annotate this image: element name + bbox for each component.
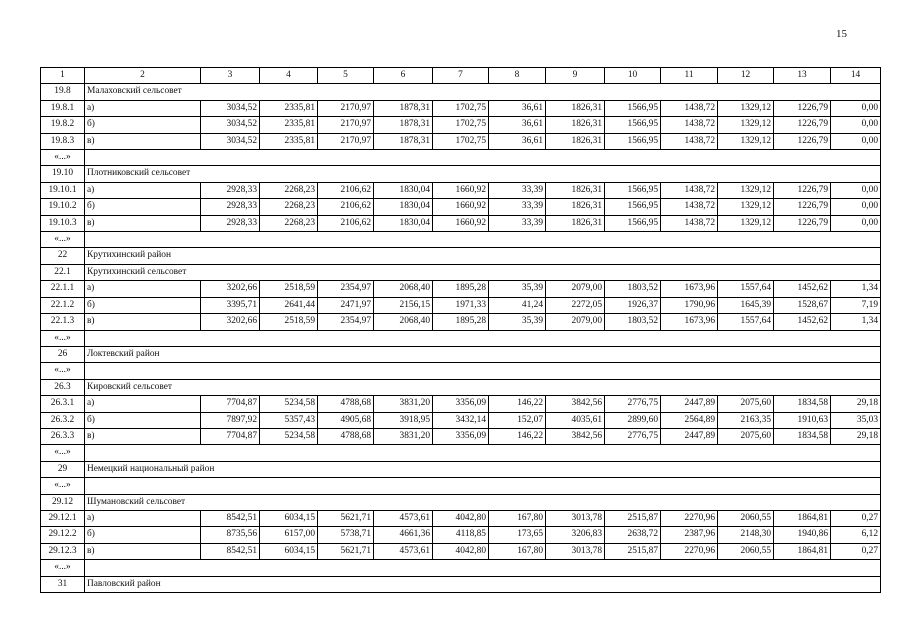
value-cell: 6034,15: [260, 510, 318, 526]
value-cell: 146,22: [489, 396, 546, 412]
value-cell: 7897,92: [201, 412, 260, 428]
value-cell: 2354,97: [318, 281, 374, 297]
section-name: Локтевский район: [85, 346, 881, 362]
value-cell: 152,07: [489, 412, 546, 428]
value-cell: 2106,62: [318, 199, 374, 215]
tariff-table: [40, 67, 881, 593]
row-label: а): [85, 100, 201, 116]
value-cell: 1830,04: [374, 215, 433, 231]
value-cell: 1910,63: [774, 412, 831, 428]
value-cell: 3831,20: [374, 428, 433, 444]
value-cell: 2148,30: [718, 527, 774, 543]
empty-cell: [85, 232, 881, 248]
value-cell: 1803,52: [605, 281, 661, 297]
value-cell: 2335,81: [260, 117, 318, 133]
value-cell: 1830,04: [374, 199, 433, 215]
value-cell: 1940,86: [774, 527, 831, 543]
ellipsis-row: [41, 363, 881, 379]
value-cell: 1830,04: [374, 182, 433, 198]
value-cell: 33,39: [489, 182, 546, 198]
section-row: [41, 248, 881, 264]
value-cell: 1566,95: [605, 133, 661, 149]
row-code: 22.1: [41, 264, 85, 280]
value-cell: 0,27: [831, 543, 881, 559]
value-cell: 2471,97: [318, 297, 374, 313]
value-cell: 1566,95: [605, 100, 661, 116]
table-row: [41, 133, 881, 149]
section-name: Шумановский сельсовет: [85, 494, 881, 510]
empty-cell: [85, 150, 881, 166]
value-cell: 1438,72: [661, 215, 718, 231]
value-cell: 41,24: [489, 297, 546, 313]
value-cell: 1226,79: [774, 117, 831, 133]
value-cell: 4573,61: [374, 510, 433, 526]
value-cell: 1226,79: [774, 133, 831, 149]
section-row: [41, 166, 881, 182]
value-cell: 0,00: [831, 215, 881, 231]
value-cell: 1438,72: [661, 182, 718, 198]
value-cell: 2447,89: [661, 396, 718, 412]
value-cell: 5234,58: [260, 396, 318, 412]
row-code: 19.8.2: [41, 117, 85, 133]
ellipsis-row: [41, 330, 881, 346]
empty-cell: [85, 330, 881, 346]
value-cell: 6157,00: [260, 527, 318, 543]
table-row: [41, 412, 881, 428]
empty-cell: [85, 560, 881, 576]
row-label: а): [85, 281, 201, 297]
value-cell: 1826,31: [546, 199, 605, 215]
value-cell: 3034,52: [201, 117, 260, 133]
value-cell: 4788,68: [318, 428, 374, 444]
value-cell: 2928,33: [201, 215, 260, 231]
ellipsis-row: [41, 150, 881, 166]
table-row: [41, 510, 881, 526]
section-name: Крутихинский район: [85, 248, 881, 264]
value-cell: 1926,37: [605, 297, 661, 313]
value-cell: 1645,39: [718, 297, 774, 313]
value-cell: 4118,85: [433, 527, 489, 543]
row-code: 19.10.1: [41, 182, 85, 198]
value-cell: 8735,56: [201, 527, 260, 543]
value-cell: 1895,28: [433, 314, 489, 330]
value-cell: 35,03: [831, 412, 881, 428]
value-cell: 146,22: [489, 428, 546, 444]
value-cell: 1438,72: [661, 133, 718, 149]
value-cell: 1971,33: [433, 297, 489, 313]
value-cell: 3202,66: [201, 314, 260, 330]
value-cell: 1,34: [831, 314, 881, 330]
value-cell: 2268,23: [260, 182, 318, 198]
value-cell: 1826,31: [546, 215, 605, 231]
row-code: 19.10.3: [41, 215, 85, 231]
value-cell: 1864,81: [774, 510, 831, 526]
value-cell: 5234,58: [260, 428, 318, 444]
section-row: [41, 576, 881, 592]
table-row: [41, 297, 881, 313]
row-code: 22.1.1: [41, 281, 85, 297]
value-cell: 0,27: [831, 510, 881, 526]
value-cell: 5357,43: [260, 412, 318, 428]
row-code: 26.3.2: [41, 412, 85, 428]
row-code: 19.8.3: [41, 133, 85, 149]
value-cell: 1438,72: [661, 117, 718, 133]
value-cell: 1895,28: [433, 281, 489, 297]
table-row: [41, 199, 881, 215]
table-row: [41, 396, 881, 412]
value-cell: 4042,80: [433, 510, 489, 526]
section-row: [41, 346, 881, 362]
value-cell: 6,12: [831, 527, 881, 543]
value-cell: 1660,92: [433, 182, 489, 198]
value-cell: 2518,59: [260, 314, 318, 330]
value-cell: 6034,15: [260, 543, 318, 559]
value-cell: 1566,95: [605, 199, 661, 215]
value-cell: 1226,79: [774, 182, 831, 198]
value-cell: 2060,55: [718, 510, 774, 526]
table-row: [41, 100, 881, 116]
column-header: 9: [546, 68, 605, 84]
value-cell: 2518,59: [260, 281, 318, 297]
table-row: [41, 117, 881, 133]
row-code: 31: [41, 576, 85, 592]
page-number: 15: [836, 28, 847, 40]
value-cell: 0,00: [831, 117, 881, 133]
row-code: «...»: [41, 150, 85, 166]
table-row: [41, 281, 881, 297]
value-cell: 3034,52: [201, 100, 260, 116]
value-cell: 1702,75: [433, 117, 489, 133]
row-label: б): [85, 117, 201, 133]
row-label: в): [85, 428, 201, 444]
value-cell: 7,19: [831, 297, 881, 313]
value-cell: 2270,96: [661, 510, 718, 526]
column-header: 5: [318, 68, 374, 84]
column-header: 8: [489, 68, 546, 84]
value-cell: 1826,31: [546, 133, 605, 149]
value-cell: 4042,80: [433, 543, 489, 559]
value-cell: 2075,60: [718, 396, 774, 412]
value-cell: 29,18: [831, 396, 881, 412]
row-label: в): [85, 133, 201, 149]
value-cell: 2156,15: [374, 297, 433, 313]
row-code: 26.3.3: [41, 428, 85, 444]
value-cell: 1864,81: [774, 543, 831, 559]
value-cell: 2447,89: [661, 428, 718, 444]
ellipsis-row: [41, 232, 881, 248]
section-name: Плотниковский сельсовет: [85, 166, 881, 182]
value-cell: 33,39: [489, 199, 546, 215]
value-cell: 173,65: [489, 527, 546, 543]
row-code: 22.1.3: [41, 314, 85, 330]
value-cell: 1878,31: [374, 117, 433, 133]
value-cell: 0,00: [831, 100, 881, 116]
value-cell: 3034,52: [201, 133, 260, 149]
value-cell: 1834,58: [774, 428, 831, 444]
column-header: 1: [41, 68, 85, 84]
value-cell: 1,34: [831, 281, 881, 297]
value-cell: 1878,31: [374, 133, 433, 149]
table-row: [41, 428, 881, 444]
row-code: 29.12.2: [41, 527, 85, 543]
column-header: 14: [831, 68, 881, 84]
row-code: 19.8.1: [41, 100, 85, 116]
row-code: «...»: [41, 363, 85, 379]
value-cell: 36,61: [489, 100, 546, 116]
column-header: 4: [260, 68, 318, 84]
row-code: «...»: [41, 560, 85, 576]
value-cell: 1557,64: [718, 281, 774, 297]
value-cell: 2776,75: [605, 428, 661, 444]
value-cell: 1673,96: [661, 314, 718, 330]
value-cell: 4905,68: [318, 412, 374, 428]
row-code: 22: [41, 248, 85, 264]
row-code: «...»: [41, 232, 85, 248]
row-code: «...»: [41, 445, 85, 461]
empty-cell: [85, 478, 881, 494]
table-row: [41, 314, 881, 330]
value-cell: 1226,79: [774, 215, 831, 231]
section-row: [41, 84, 881, 100]
value-cell: 1438,72: [661, 100, 718, 116]
value-cell: 167,80: [489, 543, 546, 559]
value-cell: 2106,62: [318, 215, 374, 231]
value-cell: 1226,79: [774, 100, 831, 116]
value-cell: 7704,87: [201, 428, 260, 444]
row-label: б): [85, 527, 201, 543]
row-label: а): [85, 396, 201, 412]
row-label: а): [85, 182, 201, 198]
value-cell: 3842,56: [546, 428, 605, 444]
value-cell: 3918,95: [374, 412, 433, 428]
value-cell: 2515,87: [605, 543, 661, 559]
value-cell: 1660,92: [433, 199, 489, 215]
value-cell: 2170,97: [318, 133, 374, 149]
value-cell: 2335,81: [260, 100, 318, 116]
section-row: [41, 379, 881, 395]
section-name: Крутихинский сельсовет: [85, 264, 881, 280]
row-label: б): [85, 199, 201, 215]
value-cell: 2928,33: [201, 199, 260, 215]
section-name: Немецкий национальный район: [85, 461, 881, 477]
value-cell: 2163,35: [718, 412, 774, 428]
value-cell: 3842,56: [546, 396, 605, 412]
value-cell: 2387,96: [661, 527, 718, 543]
value-cell: 1566,95: [605, 215, 661, 231]
section-row: [41, 494, 881, 510]
value-cell: 1557,64: [718, 314, 774, 330]
section-name: Павловский район: [85, 576, 881, 592]
column-header: 7: [433, 68, 489, 84]
value-cell: 1226,79: [774, 199, 831, 215]
value-cell: 2268,23: [260, 215, 318, 231]
value-cell: 1826,31: [546, 117, 605, 133]
value-cell: 2272,05: [546, 297, 605, 313]
table-row: [41, 215, 881, 231]
column-header: 3: [201, 68, 260, 84]
column-header: 10: [605, 68, 661, 84]
row-code: 19.8: [41, 84, 85, 100]
section-row: [41, 461, 881, 477]
value-cell: 1329,12: [718, 100, 774, 116]
value-cell: 8542,51: [201, 510, 260, 526]
section-name: Кировский сельсовет: [85, 379, 881, 395]
value-cell: 2515,87: [605, 510, 661, 526]
value-cell: 1329,12: [718, 199, 774, 215]
row-code: 19.10: [41, 166, 85, 182]
value-cell: 2776,75: [605, 396, 661, 412]
value-cell: 2079,00: [546, 314, 605, 330]
row-label: б): [85, 412, 201, 428]
value-cell: 1329,12: [718, 182, 774, 198]
value-cell: 0,00: [831, 133, 881, 149]
value-cell: 1673,96: [661, 281, 718, 297]
value-cell: 35,39: [489, 314, 546, 330]
value-cell: 2354,97: [318, 314, 374, 330]
row-code: 29: [41, 461, 85, 477]
row-label: б): [85, 297, 201, 313]
value-cell: 3013,78: [546, 510, 605, 526]
value-cell: 2638,72: [605, 527, 661, 543]
value-cell: 1329,12: [718, 117, 774, 133]
row-label: в): [85, 215, 201, 231]
value-cell: 2270,96: [661, 543, 718, 559]
ellipsis-row: [41, 560, 881, 576]
value-cell: 1329,12: [718, 133, 774, 149]
value-cell: 2170,97: [318, 117, 374, 133]
value-cell: 1790,96: [661, 297, 718, 313]
value-cell: 2564,89: [661, 412, 718, 428]
row-code: «...»: [41, 330, 85, 346]
value-cell: 35,39: [489, 281, 546, 297]
value-cell: 4573,61: [374, 543, 433, 559]
ellipsis-row: [41, 445, 881, 461]
value-cell: 29,18: [831, 428, 881, 444]
value-cell: 2068,40: [374, 314, 433, 330]
value-cell: 5738,71: [318, 527, 374, 543]
value-cell: 1826,31: [546, 100, 605, 116]
value-cell: 7704,87: [201, 396, 260, 412]
row-label: а): [85, 510, 201, 526]
value-cell: 2170,97: [318, 100, 374, 116]
value-cell: 1528,67: [774, 297, 831, 313]
value-cell: 3206,83: [546, 527, 605, 543]
column-header: 13: [774, 68, 831, 84]
ellipsis-row: [41, 478, 881, 494]
value-cell: 1329,12: [718, 215, 774, 231]
row-label: в): [85, 543, 201, 559]
value-cell: 1566,95: [605, 117, 661, 133]
section-row: [41, 264, 881, 280]
row-code: 26: [41, 346, 85, 362]
value-cell: 1702,75: [433, 100, 489, 116]
value-cell: 3395,71: [201, 297, 260, 313]
section-name: Малаховский сельсовет: [85, 84, 881, 100]
value-cell: 2075,60: [718, 428, 774, 444]
value-cell: 5621,71: [318, 543, 374, 559]
value-cell: 3831,20: [374, 396, 433, 412]
column-header: 2: [85, 68, 201, 84]
table-row: [41, 543, 881, 559]
column-header: 12: [718, 68, 774, 84]
value-cell: 2079,00: [546, 281, 605, 297]
row-code: 19.10.2: [41, 199, 85, 215]
table-body: [41, 84, 881, 593]
value-cell: 0,00: [831, 182, 881, 198]
empty-cell: [85, 445, 881, 461]
value-cell: 1452,62: [774, 281, 831, 297]
value-cell: 36,61: [489, 133, 546, 149]
value-cell: 3356,09: [433, 396, 489, 412]
value-cell: 2928,33: [201, 182, 260, 198]
value-cell: 2268,23: [260, 199, 318, 215]
table-row: [41, 527, 881, 543]
row-code: 26.3: [41, 379, 85, 395]
value-cell: 1878,31: [374, 100, 433, 116]
value-cell: 1702,75: [433, 133, 489, 149]
value-cell: 1438,72: [661, 199, 718, 215]
value-cell: 2068,40: [374, 281, 433, 297]
value-cell: 8542,51: [201, 543, 260, 559]
value-cell: 2899,60: [605, 412, 661, 428]
row-code: 29.12.1: [41, 510, 85, 526]
row-code: 29.12: [41, 494, 85, 510]
value-cell: 3202,66: [201, 281, 260, 297]
table-row: [41, 182, 881, 198]
value-cell: 0,00: [831, 199, 881, 215]
value-cell: 1566,95: [605, 182, 661, 198]
value-cell: 1660,92: [433, 215, 489, 231]
value-cell: 4035,61: [546, 412, 605, 428]
header-row: [41, 68, 881, 84]
row-code: 26.3.1: [41, 396, 85, 412]
value-cell: 167,80: [489, 510, 546, 526]
value-cell: 1803,52: [605, 314, 661, 330]
value-cell: 36,61: [489, 117, 546, 133]
value-cell: 4661,36: [374, 527, 433, 543]
column-header: 6: [374, 68, 433, 84]
value-cell: 33,39: [489, 215, 546, 231]
value-cell: 1834,58: [774, 396, 831, 412]
value-cell: 1452,62: [774, 314, 831, 330]
value-cell: 2335,81: [260, 133, 318, 149]
value-cell: 3013,78: [546, 543, 605, 559]
column-header: 11: [661, 68, 718, 84]
value-cell: 4788,68: [318, 396, 374, 412]
row-label: в): [85, 314, 201, 330]
value-cell: 2106,62: [318, 182, 374, 198]
value-cell: 5621,71: [318, 510, 374, 526]
empty-cell: [85, 363, 881, 379]
value-cell: 2641,44: [260, 297, 318, 313]
row-code: 29.12.3: [41, 543, 85, 559]
value-cell: 2060,55: [718, 543, 774, 559]
value-cell: 3356,09: [433, 428, 489, 444]
value-cell: 3432,14: [433, 412, 489, 428]
row-code: 22.1.2: [41, 297, 85, 313]
value-cell: 1826,31: [546, 182, 605, 198]
row-code: «...»: [41, 478, 85, 494]
